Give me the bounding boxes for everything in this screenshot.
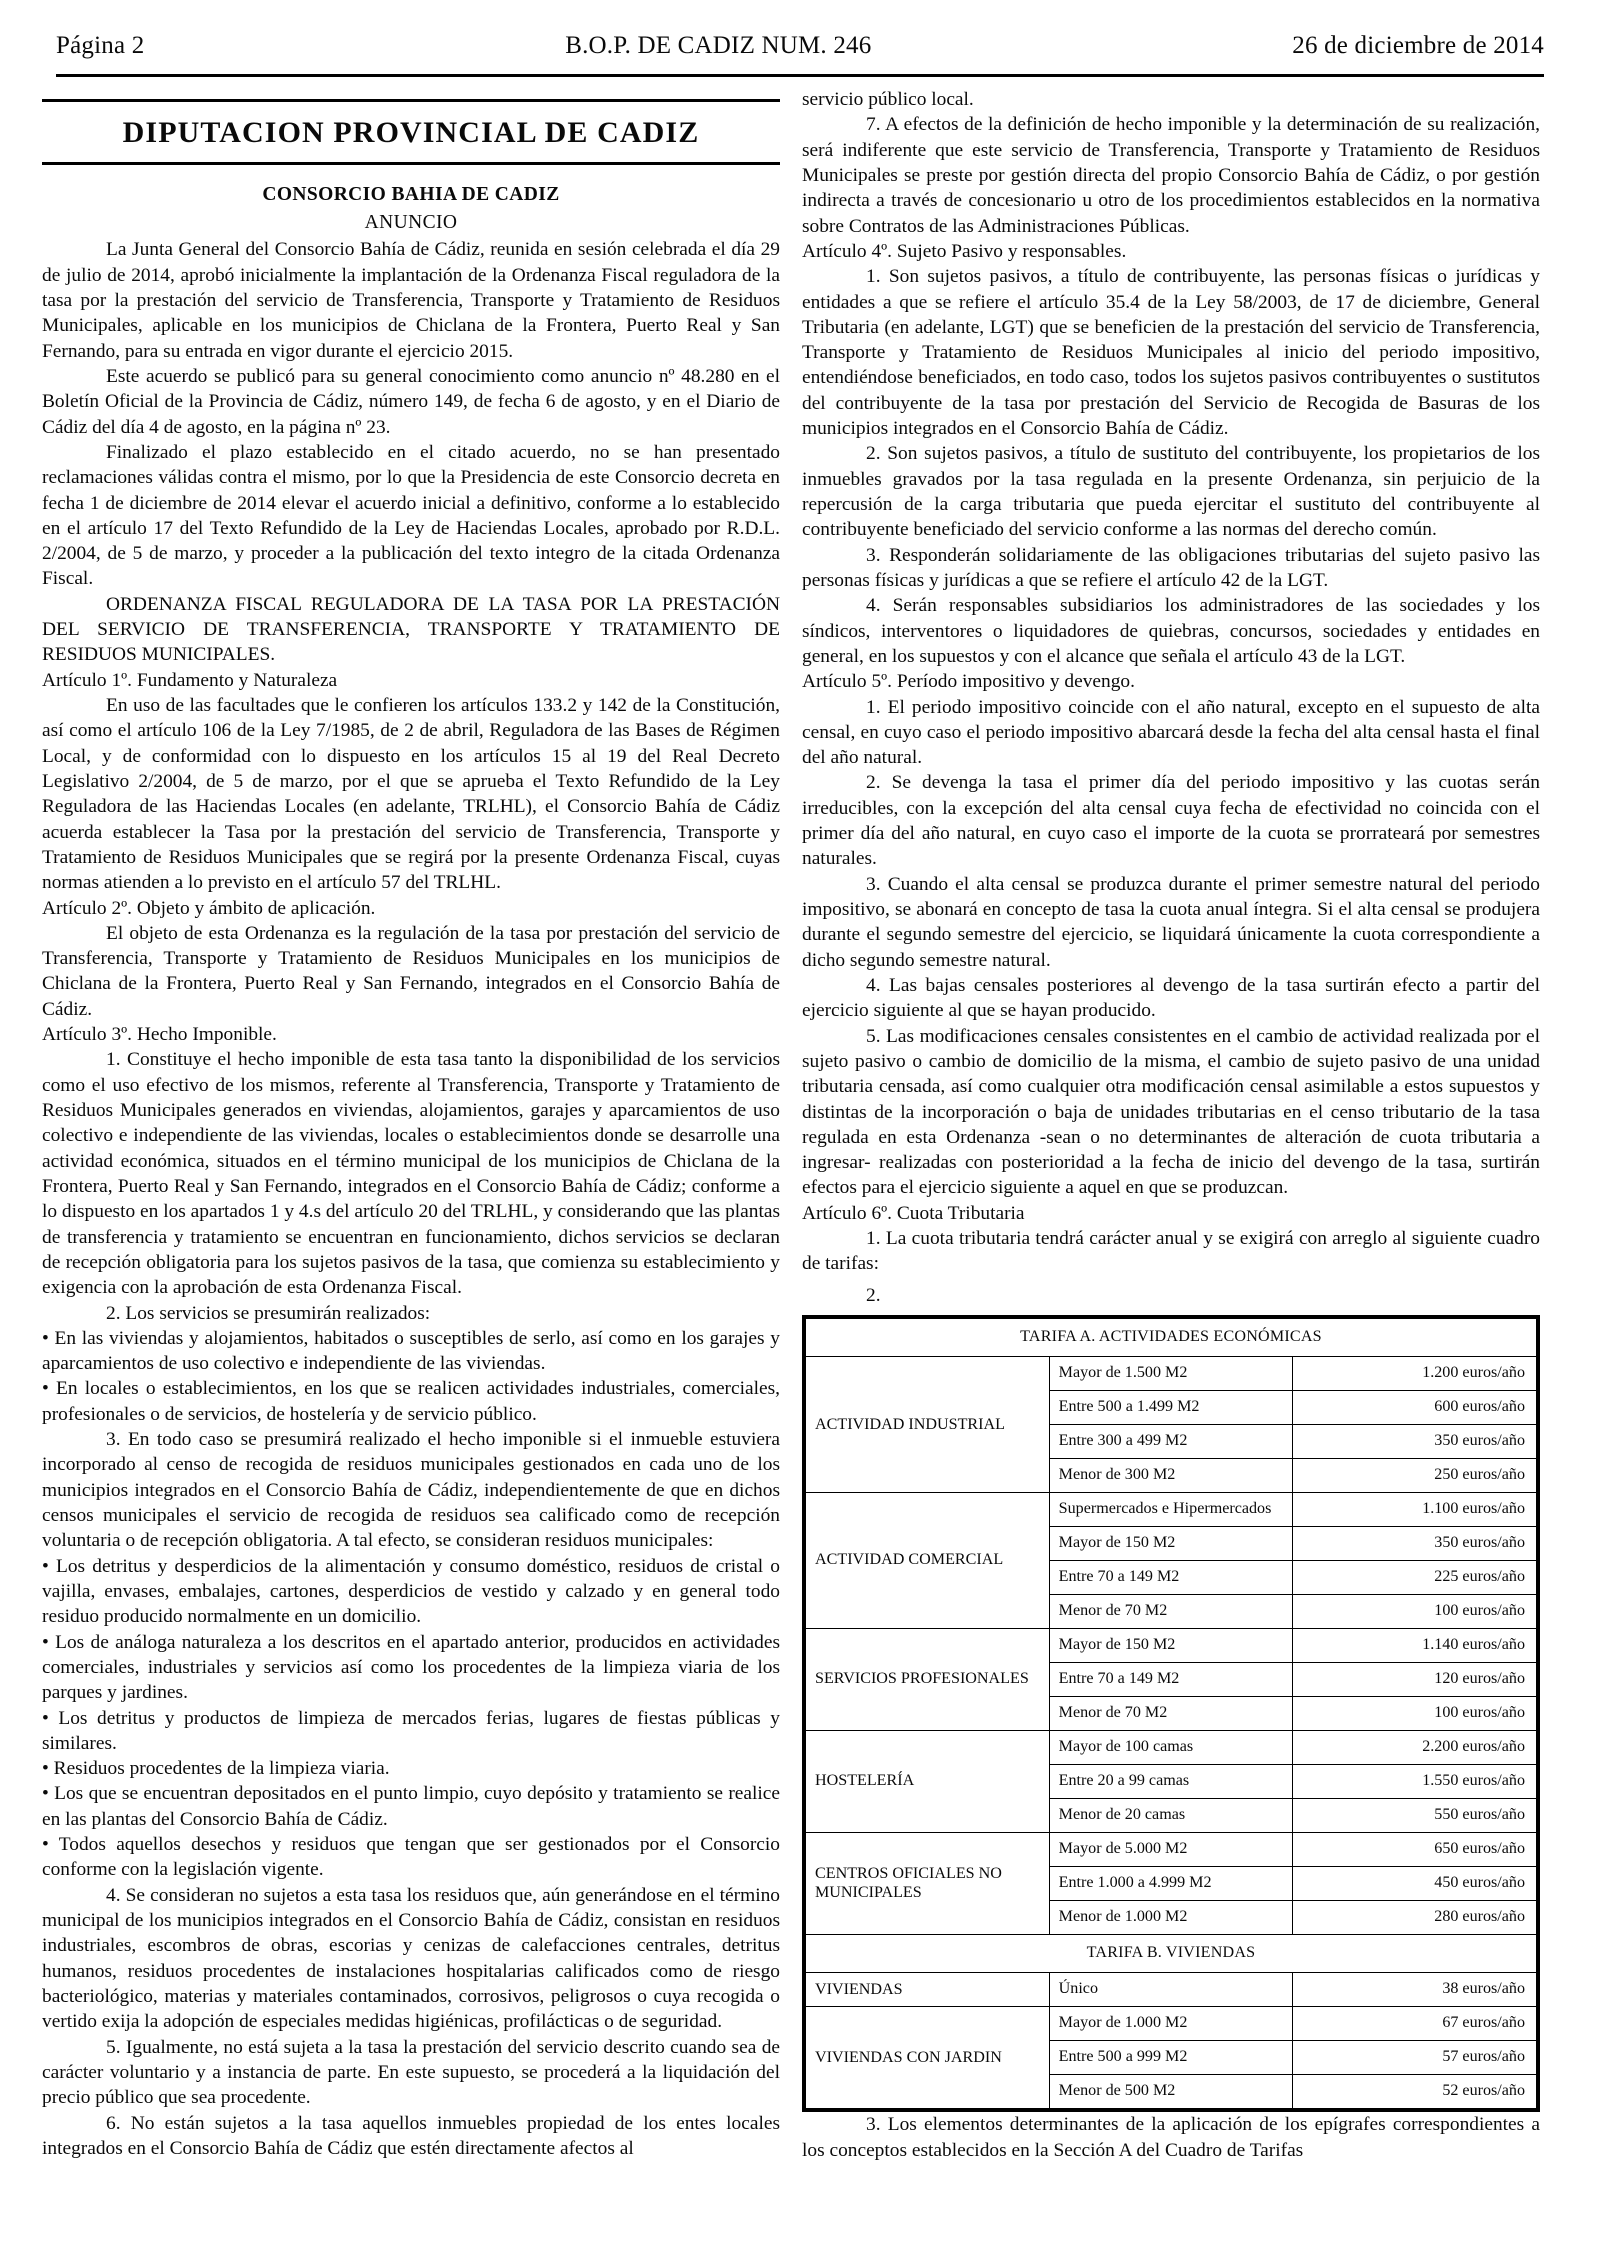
article-heading: Artículo 6º. Cuota Tributaria [802, 1202, 1025, 1224]
paragraph: 5. Igualmente, no está sujeta a la tasa la prestación del servicio descrito cuando sea de carácter voluntario y a instancia de parte. En este supuesto, se procederá a la liquidación del precio público que sea procedente. [42, 2036, 780, 2109]
paragraph: Finalizado el plazo establecido en el citado acuerdo, no se han presentado reclamaciones válidas contra el mismo, por lo que la Presidencia de este Consorcio decreta en fecha 1 de diciembre de 2014 elevar el acuerdo inicial a definitivo, conforme a lo establecido en el artículo 17 del Texto Refundido de la Ley de Haciendas Locales, aprobado por R.D.L. 2/2004, de 5 de marzo, y proceder a la publicación del texto integro de la citada Ordenanza Fiscal. [42, 441, 780, 590]
tariff-category: ACTIVIDAD COMERCIAL [806, 1492, 1050, 1628]
tariff-price: 38 euros/año [1293, 1972, 1537, 2007]
tariff-price: 450 euros/año [1293, 1866, 1537, 1900]
publication-title: B.O.P. DE CADIZ NUM. 246 [565, 32, 872, 59]
page-number-label: Página 2 [56, 32, 145, 59]
table-row [806, 1318, 1537, 1356]
table-row [806, 1356, 1537, 1390]
article-heading: Artículo 2º. Objeto y ámbito de aplicación. [42, 897, 376, 919]
table-row [806, 1730, 1537, 1764]
tariff-desc: Entre 300 a 499 M2 [1049, 1424, 1293, 1458]
tariff-price: 120 euros/año [1293, 1662, 1537, 1696]
bullet-item: • En las viviendas y alojamientos, habitados o susceptibles de serlo, así como en los garajes y aparcamientos de uso colectivo e independiente de las viviendas. [42, 1327, 780, 1375]
tariff-table-body [806, 1318, 1537, 2108]
tariff-price: 350 euros/año [1293, 1526, 1537, 1560]
paragraph: 3. Responderán solidariamente de las obligaciones tributarias del sujeto pasivo las personas físicas y jurídicas a que se refiere el artículo 42 de la LGT. [802, 544, 1540, 591]
tariff-price: 100 euros/año [1293, 1696, 1537, 1730]
tariff-price: 57 euros/año [1293, 2041, 1537, 2075]
tariff-desc: Menor de 300 M2 [1049, 1458, 1293, 1492]
tariff-desc: Menor de 70 M2 [1049, 1696, 1293, 1730]
tariff-table [805, 1318, 1537, 2109]
paragraph: 4. Serán responsables subsidiarios los administradores de las sociedades y los síndicos, interventores o liquidadores de quiebras, concursos, sociedades y entidades en general, en los supuestos y con el alcance que señala el artículo 43 de la LGT. [802, 595, 1540, 667]
bullet-item: • Residuos procedentes de la limpieza viaria. [42, 1758, 390, 1780]
tariff-price: 100 euros/año [1293, 1594, 1537, 1628]
header-divider [56, 74, 1544, 77]
paragraph: 3. Cuando el alta censal se produzca durante el primer semestre natural del periodo impositivo, se abonará en concepto de tasa la cuota anual íntegra. Si el alta censal se produjera durante el segundo semestre del ejercicio, se liquidará únicamente la cuota correspondiente a dicho segundo semestre natural. [802, 873, 1540, 971]
tariff-desc: Menor de 20 camas [1049, 1798, 1293, 1832]
paragraph: 3. Los elementos determinantes de la aplicación de los epígrafes correspondientes a los conceptos establecidos en la Sección A del Cuadro de Tarifas [802, 2114, 1540, 2161]
paragraph: La Junta General del Consorcio Bahía de Cádiz, reunida en sesión celebrada el día 29 de julio de 2014, aprobó inicialmente la implantación de la Ordenanza Fiscal reguladora de la tasa por la prestación del servicio de Transferencia, Transporte y Tratamiento de Residuos Municipales, aplicable en los municipios de Chiclana de la Frontera, Puerto Real y San Fernando, para su entrada en vigor durante el ejercicio 2015. [42, 239, 780, 362]
ordinance-title: ORDENANZA FISCAL REGULADORA DE LA TASA POR LA PRESTACIÓN DEL SERVICIO DE TRANSFERENCIA, TRANSPORTE Y TRATAMIENTO DE RESIDUOS MUNICIPALES. [42, 593, 780, 666]
paragraph: 1. El periodo impositivo coincide con el año natural, excepto en el supuesto de alta censal, en cuyo caso el periodo impositivo abarcará desde la fecha del alta censal hasta el final del año natural. [802, 696, 1540, 769]
running-head [42, 24, 1558, 60]
tariff-desc: Entre 20 a 99 camas [1049, 1764, 1293, 1798]
paragraph: 6. No están sujetos a la tasa aquellos inmuebles propiedad de los entes locales integrados en el Consorcio Bahía de Cádiz que estén directamente afectos al [42, 2112, 780, 2159]
tariff-price: 280 euros/año [1293, 1900, 1537, 1934]
tariff-price: 550 euros/año [1293, 1798, 1537, 1832]
article-heading: Artículo 5º. Período impositivo y devengo. [802, 671, 1135, 693]
tariff-desc: Menor de 1.000 M2 [1049, 1900, 1293, 1934]
tariff-price: 67 euros/año [1293, 2007, 1537, 2041]
paragraph: 4. Las bajas censales posteriores al devengo de la tasa surtirán efecto a partir del ejercicio siguiente al que se hayan producido. [802, 974, 1540, 1022]
bullet-item: • En locales o establecimientos, en los que se realicen actividades industriales, comerciales, profesionales o de servicios, de hostelería y de servicio público. [42, 1378, 780, 1425]
tariff-desc: Supermercados e Hipermercados [1049, 1492, 1293, 1526]
paragraph: 4. Se consideran no sujetos a esta tasa los residuos que, aún generándose en el término municipal de los municipios integrados en el Consorcio Bahía de Cádiz, consistan en residuos industriales, escombros de obras, escorias y cenizas de calefacciones centrales, detritus humanos, residuos procedentes de instalaciones hospitalarias calificados como de riesgo bacteriológico, materias y materiales contaminados, corrosivos, peligrosos o cuya recogida o vertido exija la adopción de especiales medidas higiénicas, profilácticas o de seguridad. [42, 1884, 780, 2033]
bullet-item: • Los que se encuentran depositados en el punto limpio, cuyo depósito y tratamiento se realice en las plantas del Consorcio Bahía de Cádiz. [42, 1783, 780, 1830]
tariff-table-section [802, 1283, 1540, 2113]
tariff-category: CENTROS OFICIALES NO MUNICIPALES [806, 1832, 1050, 1934]
tariff-desc: Entre 70 a 149 M2 [1049, 1560, 1293, 1594]
table-row [806, 2007, 1537, 2041]
tariff-desc: Mayor de 100 camas [1049, 1730, 1293, 1764]
bullet-item: • Los detritus y productos de limpieza de mercados ferias, lugares de fiestas públicas y similares. [42, 1707, 780, 1754]
tariff-price: 52 euros/año [1293, 2075, 1537, 2109]
article-heading: Artículo 3º. Hecho Imponible. [42, 1024, 277, 1046]
paragraph: 1. Constituye el hecho imponible de esta tasa tanto la disponibilidad de los servicios como el uso efectivo de los mismos, referente al Transferencia, Transporte y Tratamiento de Residuos Municipales generados en viviendas, alojamientos, garajes y aparcamientos de uso colectivo e independiente de las viviendas, locales o establecimientos donde se desarrolle una actividad económica, situados en el término municipal de los municipios de Chiclana de la Frontera, Puerto Real y San Fernando, integrados en el Consorcio Bahía de Cádiz; conforme a lo dispuesto en los apartados 1 y 4.s del artículo 20 del TRLHL, y considerando que las plantas de transferencia y tratamiento se encuentran en funcionamiento, dichos servicios se declaran de recepción obligatoria para los sujetos pasivos de la tasa, que comienza su establecimiento y exigencia con la aprobación de esta Ordenanza Fiscal. [42, 1049, 780, 1299]
right-column [802, 87, 1540, 2163]
section-subheading: ANUNCIO [364, 211, 458, 233]
paragraph: 5. Las modificaciones censales consistentes en el cambio de actividad realizada por el sujeto pasivo o cambio de domicilio de la misma, el cambio de sujeto pasivo de una unidad tributaria censada, así como cualquier otra modificación censal asimilable a estos supuestos y distintas de la incorporación o baja de unidades tributarias en el censo tributario de la tasa regulada en esta Ordenanza -sean o no determinantes de alteración de cuota tributaria a ingresar- realizadas con posterioridad a la fecha de inicio del devengo de la tasa, surtirán efectos para el ejercicio siguiente a aquel en que se produzcan. [802, 1025, 1540, 1199]
tariff-category: ACTIVIDAD INDUSTRIAL [806, 1356, 1050, 1492]
tariff-category: VIVIENDAS [806, 1972, 1050, 2007]
paragraph: 2. Los servicios se presumirán realizados: [106, 1302, 431, 1324]
paragraph: 1. La cuota tributaria tendrá carácter anual y se exigirá con arreglo al siguiente cuadro de tarifas: [802, 1228, 1540, 1275]
tariff-banner-a: TARIFA A. ACTIVIDADES ECONÓMICAS [806, 1318, 1537, 1356]
two-column-body [42, 87, 1558, 2163]
tariff-desc: Entre 1.000 a 4.999 M2 [1049, 1866, 1293, 1900]
tariff-price: 1.100 euros/año [1293, 1492, 1537, 1526]
table-row [806, 1628, 1537, 1662]
tariff-desc: Menor de 500 M2 [1049, 2075, 1293, 2109]
paragraph: 3. En todo caso se presumirá realizado el hecho imponible si el inmueble estuviera incorporado al censo de recogida de residuos municipales gestionados en cada uno de los municipios integrados en el Consorcio Bahía de Cádiz, independientemente de que en dichos censos municipales el servicio de recogida de residuos sea calificado como de recepción voluntaria o de recepción obligatoria. A tal efecto, se consideran residuos municipales: [42, 1429, 780, 1552]
tariff-price: 1.200 euros/año [1293, 1356, 1537, 1390]
article-heading: Artículo 4º. Sujeto Pasivo y responsables. [802, 240, 1127, 262]
tariff-price: 650 euros/año [1293, 1832, 1537, 1866]
left-column [42, 87, 780, 2161]
tariff-category: HOSTELERÍA [806, 1730, 1050, 1832]
table-row [806, 1832, 1537, 1866]
tariff-price: 1.550 euros/año [1293, 1764, 1537, 1798]
paragraph: 7. A efectos de la definición de hecho imponible y la determinación de su realización, será indiferente que este servicio de Transferencia, Transporte y Tratamiento de Residuos Municipales se preste por gestión directa del propio Consorcio Bahía de Cádiz, o por gestión indirecta a través de concesionario u otro de los procedimientos establecidos en la normativa sobre Contratos de las Administraciones Públicas. [802, 114, 1540, 237]
tariff-price: 350 euros/año [1293, 1424, 1537, 1458]
bullet-item: • Todos aquellos desechos y residuos que tengan que ser gestionados por el Consorcio conforme con la legislación vigente. [42, 1834, 780, 1881]
tariff-banner-b: TARIFA B. VIVIENDAS [806, 1934, 1537, 1972]
tariff-category: VIVIENDAS CON JARDIN [806, 2007, 1050, 2109]
tariff-desc: Mayor de 150 M2 [1049, 1526, 1293, 1560]
tariff-desc: Mayor de 150 M2 [1049, 1628, 1293, 1662]
paragraph: El objeto de esta Ordenanza es la regulación de la tasa por prestación del servicio de Transferencia, Transporte y Tratamiento de Residuos Municipales en los municipios de Chiclana de la Frontera, Puerto Real y San Fernando, integrados en el Consorcio Bahía de Cádiz. [42, 922, 780, 1020]
article-heading: Artículo 1º. Fundamento y Naturaleza [42, 669, 338, 691]
bullet-item: • Los detritus y desperdicios de la alimentación y consumo doméstico, residuos de cristal o vajilla, envases, embalajes, cartones, desperdicios de vestido y calzado y en general todo residuo producido normalmente en un domicilio. [42, 1555, 780, 1628]
table-row [806, 1972, 1537, 2007]
bullet-item: • Los de análoga naturaleza a los descritos en el apartado anterior, producidos en actividades comerciales, industriales y servicios así como los procedentes de la limpieza viaria de los parques y jardines. [42, 1631, 780, 1704]
tariff-table-border [802, 1315, 1540, 2112]
paragraph: 2. Se devenga la tasa el primer día del periodo impositivo y las cuotas serán irreducibles, con la excepción del alta censal cuya fecha de efectividad no coincida con el primer día del año natural, en cuyo caso el importe de la cuota se prorrateará por semestres naturales. [802, 772, 1540, 870]
paragraph: Este acuerdo se publicó para su general conocimiento como anuncio nº 48.280 en el Boletín Oficial de la Provincia de Cádiz, número 149, de fecha 6 de agosto, y en el Diario de Cádiz del día 4 de agosto, en la página nº 23. [42, 365, 780, 438]
tariff-category: SERVICIOS PROFESIONALES [806, 1628, 1050, 1730]
paragraph: En uso de las facultades que le confieren los artículos 133.2 y 142 de la Constitución, así como el artículo 106 de la Ley 7/1985, de 2 de abril, Reguladora de las Bases de Régimen Local, y de conformidad con lo dispuesto en los artículos 15 al 19 del Real Decreto Legislativo 2/2004, de 5 de marzo, por el que se aprueba el Texto Refundido de la Ley Reguladora de las Haciendas Locales (en adelante, TRLHL), el Consorcio Bahía de Cádiz acuerda establecer la Tasa por la prestación del servicio de Transferencia, Transporte y Tratamiento de Residuos Municipales que se regirá por la presente Ordenanza Fiscal, cuyas normas atienden a lo previsto en el artículo 57 del TRLHL. [42, 695, 780, 894]
paragraph: 1. Son sujetos pasivos, a título de contribuyente, las personas físicas o jurídicas y entidades a que se refiere el artículo 35.4 de la Ley 58/2003, de 17 de diciembre, General Tributaria (en adelante, LGT) que se beneficien de la prestación del servicio de Transferencia, Transporte y Tratamiento de Residuos Municipales al inicio del periodo impositivo, entendiéndose beneficiados, en todo caso, todos los sujetos pasivos contribuyentes o sustitutos del contribuyente de la tasa por prestación del Servicio de Recogida de Basuras de los municipios integrados en el Consorcio Bahía de Cádiz. [802, 266, 1540, 440]
paragraph: servicio público local. [802, 89, 974, 110]
masthead-divider-bottom [42, 162, 780, 165]
tariff-desc: Mayor de 5.000 M2 [1049, 1832, 1293, 1866]
paragraph: 2. Son sujetos pasivos, a título de sustituto del contribuyente, los propietarios de los inmuebles gravados por la tasa regulada en la presente Ordenanza, sin perjuicio de la repercusión de la carga tributaria que pueda ejercitar el sustituto del contribuyente al contribuyente beneficiado del servicio conforme a las normas del derecho común. [802, 443, 1540, 541]
tariff-price: 2.200 euros/año [1293, 1730, 1537, 1764]
tariff-desc: Único [1049, 1972, 1293, 2007]
tariff-desc: Entre 70 a 149 M2 [1049, 1662, 1293, 1696]
tariff-price: 225 euros/año [1293, 1560, 1537, 1594]
tariff-desc: Menor de 70 M2 [1049, 1594, 1293, 1628]
tariff-desc: Entre 500 a 1.499 M2 [1049, 1390, 1293, 1424]
tariff-price: 600 euros/año [1293, 1390, 1537, 1424]
tariff-desc: Mayor de 1.500 M2 [1049, 1356, 1293, 1390]
section-heading: CONSORCIO BAHIA DE CADIZ [262, 184, 560, 205]
masthead-title: DIPUTACION PROVINCIAL DE CADIZ [122, 116, 700, 149]
tariff-desc: Entre 500 a 999 M2 [1049, 2041, 1293, 2075]
table-row [806, 1492, 1537, 1526]
tariff-table-lead: 2. [866, 1284, 881, 1306]
tariff-price: 250 euros/año [1293, 1458, 1537, 1492]
publication-date: 26 de diciembre de 2014 [1292, 32, 1544, 59]
tariff-price: 1.140 euros/año [1293, 1628, 1537, 1662]
tariff-desc: Mayor de 1.000 M2 [1049, 2007, 1293, 2041]
table-row [806, 1934, 1537, 1972]
